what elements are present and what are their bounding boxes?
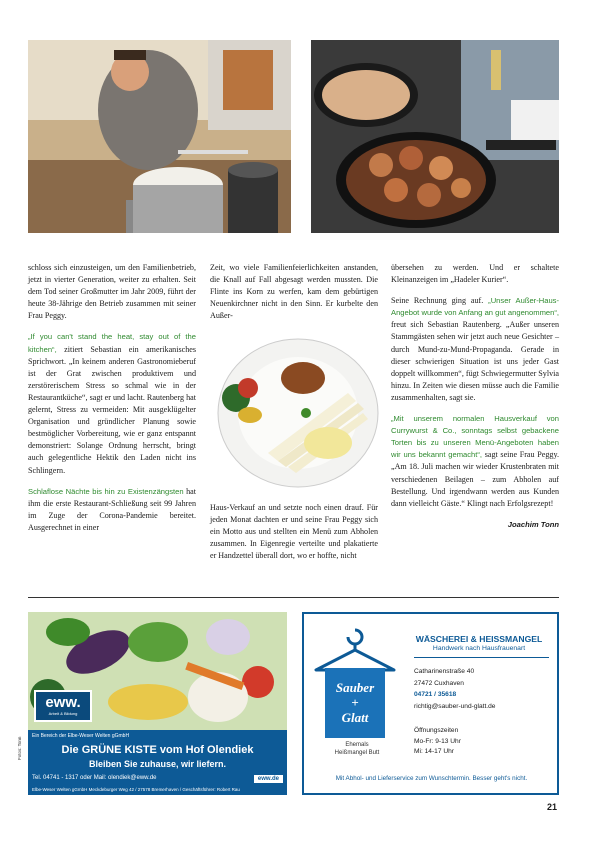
logo-line-1: Sauber [335,680,375,695]
article-column-1 [28,262,196,543]
eww-logo [34,690,92,722]
hours-wednesday: Mi: 14-17 Uhr [414,748,454,755]
sauber-glatt-logo [325,668,385,738]
article-text: Haus-Verkauf an und setzte noch einen drauf. Für jeden Monat dachten er und seine Frau Peggy sich ein Motto aus und stellten ein Menü zum Abholen zusammen. In Eigenregie verteilte und plakatierte er Handzettel überall dort, wo er hoffte, nicht [210,503,378,561]
article-paragraph [28,262,196,322]
phone-number[interactable]: 04721 / 35618 [414,691,457,699]
article-column-2 [210,262,378,331]
street: Catharinenstraße 40 [414,668,475,675]
article-column-3 [391,262,559,531]
article-paragraph [28,331,196,476]
article-text: Seine Rechnung ging auf. [391,296,489,306]
article-paragraph [28,486,196,534]
pan-photo [311,40,559,233]
hours-title: Öffnungszeiten [414,727,459,734]
hours-weekdays: Mo-Fr: 9-13 Uhr [414,737,461,745]
ad-subheadline: Bleiben Sie zuhause, wir liefern. [88,759,227,769]
waescherei-ad[interactable] [302,612,559,795]
ad-contact[interactable]: Tel. 04741 - 1317 oder Mail: olendiek@eww.de [32,775,157,781]
article-text: Zeit, wo viele Familienfeierlichkeiten anstanden, die Knall auf Fall abgesagt werden mussten. Die Flinte ins Korn zu werfen, kam dem gebürtigen Neuenkirchner nicht in den Sinn. Er kurbelte den Außer- [210,263,378,321]
photo-credit: Fotos: Tonn [17,736,22,760]
section-divider [28,597,559,598]
formerly-line-2: Heißmangel Butt [334,749,380,756]
business-subtitle: Handwerk nach Hausfrauenart [432,645,526,652]
article-paragraph [210,502,378,562]
logo-line-2: + [351,695,359,710]
email-link[interactable]: richtig@sauber-und-glatt.de [414,702,496,710]
highlight-quote: „If you can't stand the heat, stay out of the kitchen“, [28,332,196,354]
city: 27472 Cuxhaven [414,679,464,687]
divider-line [414,657,549,658]
article-paragraph [210,262,378,322]
address-block [414,666,495,712]
highlight-quote: „Unser Außer-Haus-Angebot wurde von Anfang an gut angenommen“, [391,296,559,318]
formerly-line-1: Ehemals [345,742,369,748]
ad-info-bar [28,730,287,795]
chef-photo [28,40,291,233]
page-number: 21 [547,802,558,812]
highlight-quote: Schlaflose Nächte bis hin zu Existenzängsten [28,486,184,496]
business-title: WÄSCHEREI & HEISSMANGEL [415,634,543,644]
highlight-quote: „Mit unserem normalen Hausverkauf von Currywurst & Co., sonntags selbst gebackene Torten bis zu unseren Menü-Angeboten haben wir uns bekannt gemacht“, [391,414,559,460]
article-text: hat ihm die erste Restaurant-Schließung seit 99 Jahren im Zuge der Corona-Pandemie bereitet. Ausgerechnet in einer [28,486,196,532]
service-tagline: Mit Abhol- und Lieferservice zum Wunschtermin. Besser geht's nicht. [335,775,528,782]
article-text: freut sich Sebastian Rautenberg. „Außer unseren Stammgästen sehen wir jetzt auch neue Gesichter – durch Mund-zu-Mund-Propaganda. Gerade in dieser schwierigen Situation ist uns jeder Gast doppelt willkommen“, fügt Schwiegermutter Sylvia hinzu. In Zeiten wie diesen müsse auch die Familie zusammenhalten, sagt sie. [391,320,559,402]
asparagus-plate-photo [208,333,380,491]
article-text: übersehen zu werden. Und er schaltete Kleinanzeigen im „Hadeler Kurier“. [391,263,559,285]
logo-line-3: Glatt [341,710,369,725]
article-paragraph [391,295,559,404]
opening-hours [414,726,461,758]
eww-logo-subtitle: Arbeit & Bildung [48,711,78,716]
formerly-label [317,742,397,757]
eww-logo-text: eww. [45,694,81,711]
article-paragraph [391,262,559,286]
ad-imprint: Elbe-Weser Welten gGmbH Meckdeburger Weg 42 / 27578 Bremerhaven / Geschäftsführer: Robert Rau [32,787,240,792]
article-text: zitiert Sebastian ein amerikanisches Sprichwort. „In keinem anderen Gastronomieberuf ist der Grat zwischen produktivem und zerstörerischem Stress so schmal wie in der Restaurantküche“, sagt er und lacht. Rautenberg hat gelernt, Stress zu vermeiden: Mit ausgeklügelter Organisation und gründlicher Planung sowie bestmöglicher Vorbereitung, wie er ganz entspannt demonstriert: Solange Ordnung herrscht, bringt auch gelegentliche Hektik den Laden nicht ins Schlingern. [28,344,196,475]
article-paragraph [391,413,559,510]
article-column-2-continued [210,502,378,571]
ad-website-link[interactable]: eww.de [254,775,283,783]
ad-parent-org: Ein Bereich der Elbe-Weser Welten gGmbH [32,733,130,739]
article-text: sagt seine Frau Peggy. „Am 18. Juli machen wir wieder Krustenbraten mit verschiedenen Beilagen – zum Abholen auf Bestellung. Und irgendwann werden aus Kunden dann vielleicht Gäste.“ Klingt nach Erfolgsrezept! [391,450,559,508]
author-name: Joachim Tonn [507,519,559,529]
ad-headline: Die GRÜNE KISTE vom Hof Olendiek [61,744,254,756]
article-text: schloss sich einzusteigen, um den Familienbetrieb, jetzt in vierter Generation, weiter zu erhalten. Seit dem Tod seiner Großmutter im Jahr 2009, führt der heute 38-Jährige den Betrieb zusammen mit seiner Frau Peggy. [28,263,196,321]
